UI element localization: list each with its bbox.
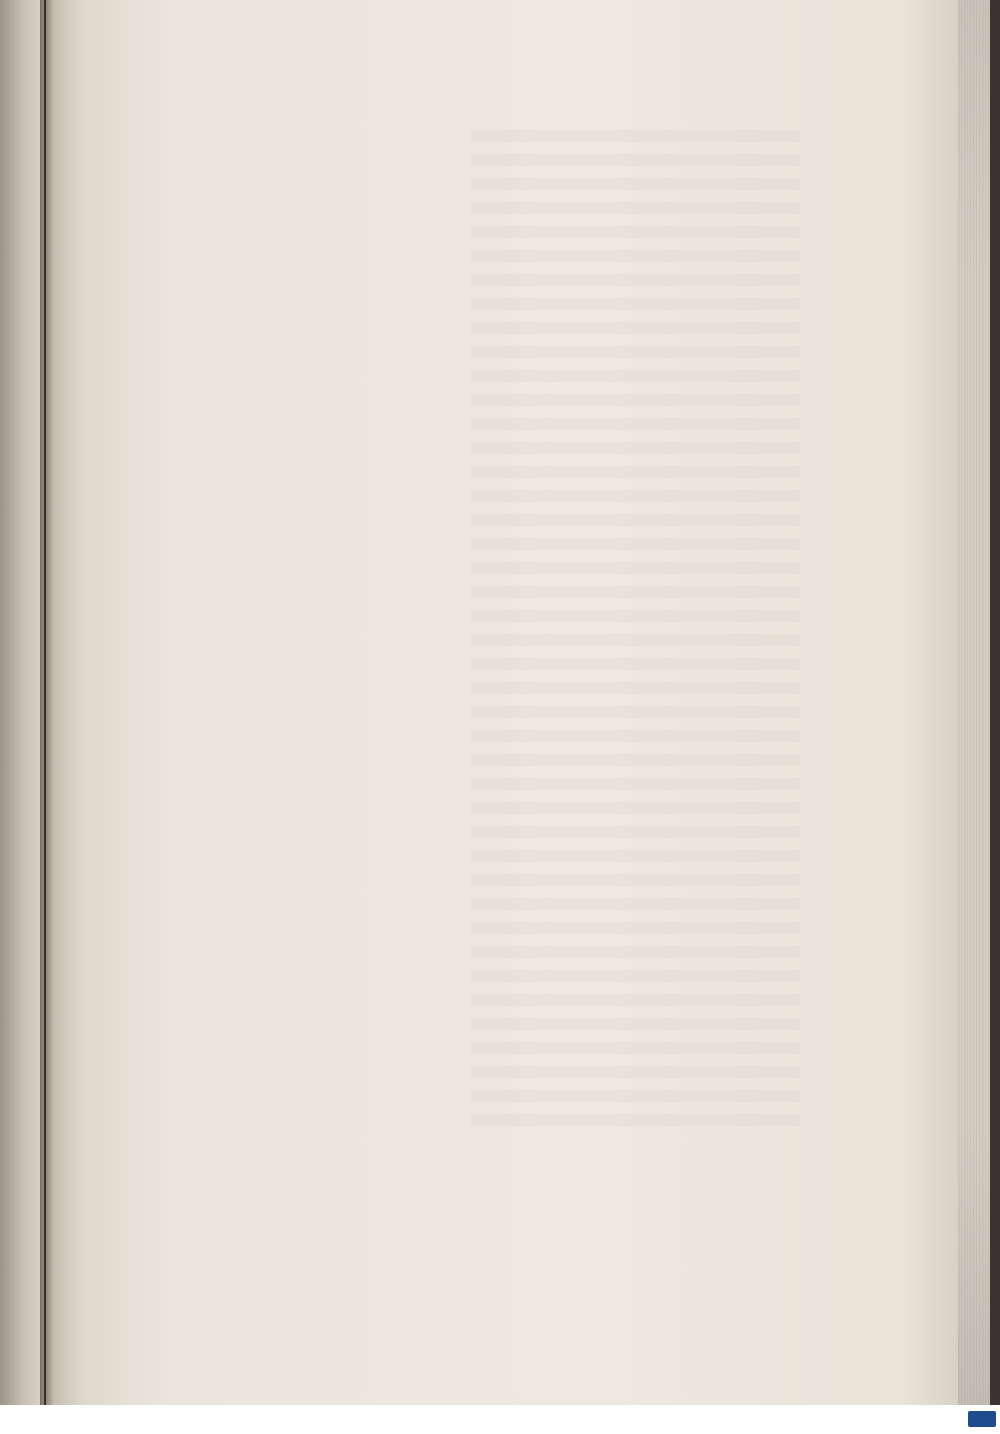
gutter-shadow <box>40 0 54 1405</box>
dfg-logo <box>968 1411 996 1427</box>
page-block-shade <box>958 0 990 1405</box>
ink-bleed-through <box>470 130 800 1130</box>
footer-bar <box>0 1405 1000 1434</box>
facing-page-edge <box>0 0 44 1405</box>
